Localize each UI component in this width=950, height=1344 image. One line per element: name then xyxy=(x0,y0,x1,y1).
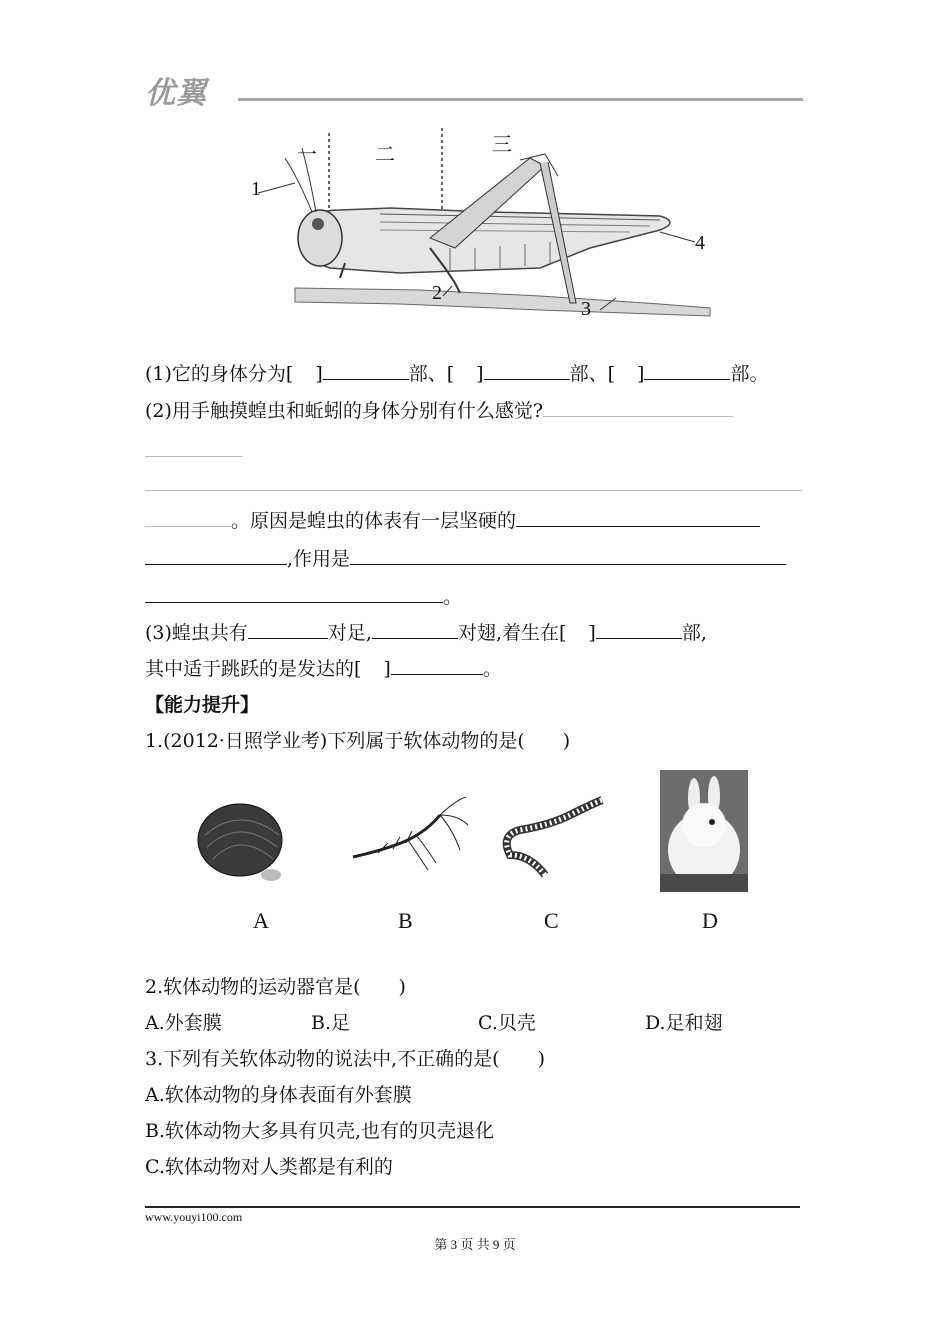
q1-line7: 。 xyxy=(145,584,462,610)
mc3-stem: 3.下列有关软体动物的说法中,不正确的是( ) xyxy=(145,1048,545,1070)
answer-blank[interactable] xyxy=(644,361,730,380)
answer-blank[interactable] xyxy=(248,620,328,639)
footer-site: www.youyi100.com xyxy=(145,1210,243,1224)
answer-blank[interactable] xyxy=(484,361,570,380)
mc1-option-c[interactable]: C xyxy=(544,908,559,933)
q1-line6: ,作用是 xyxy=(145,546,786,572)
part-label-4: 4 xyxy=(695,232,705,254)
q1-line1: (1)它的身体分为[ ] 部、[ ] 部、[ ] 部。 xyxy=(145,363,769,385)
part-label-1: 1 xyxy=(251,178,261,200)
mc1-stem: 1.(2012·日照学业考)下列属于软体动物的是( ) xyxy=(145,730,571,752)
mc1-option-d[interactable]: D xyxy=(702,908,718,933)
part-label-3: 3 xyxy=(581,298,591,320)
mc2-stem: 2.软体动物的运动器官是( ) xyxy=(145,976,406,998)
section-label-2: 二 xyxy=(375,144,395,166)
answer-blank[interactable] xyxy=(145,584,443,603)
answer-blank[interactable] xyxy=(145,456,243,457)
shrimp-image xyxy=(348,795,473,879)
rabbit-image xyxy=(660,770,748,892)
page-number: 第 3 页 共 9 页 xyxy=(434,1237,516,1252)
section-title: 【能力提升】 xyxy=(145,694,260,716)
answer-blank[interactable] xyxy=(543,398,733,417)
mc2-option-c[interactable]: C.贝壳 xyxy=(478,1012,536,1034)
answer-blank[interactable] xyxy=(516,508,760,527)
header-rule xyxy=(238,98,803,101)
footer-rule xyxy=(145,1206,800,1208)
answer-blank[interactable] xyxy=(145,508,231,527)
q1-line9: 其中适于跳跃的是发达的[ ] 。 xyxy=(145,658,502,680)
answer-blank[interactable] xyxy=(350,546,786,565)
answer-blank[interactable] xyxy=(323,361,409,380)
section-label-3: 三 xyxy=(492,134,512,156)
answer-blank[interactable] xyxy=(372,620,458,639)
clam-image xyxy=(195,795,290,894)
mc1-option-a[interactable]: A xyxy=(253,908,269,933)
part-label-2: 2 xyxy=(432,282,442,304)
q1-line8: (3)蝗虫共有 对足, 对翅,着生在[ ] 部, xyxy=(145,622,707,644)
section-label-1: 一 xyxy=(297,144,317,166)
q1-line2: (2)用手触摸蝗虫和蚯蚓的身体分别有什么感觉? xyxy=(145,398,733,424)
answer-blank[interactable] xyxy=(145,546,287,565)
mc3-option-c[interactable]: C.软体动物对人类都是有利的 xyxy=(145,1156,393,1178)
mc2-option-a[interactable]: A.外套膜 xyxy=(145,1012,222,1034)
earthworm-image xyxy=(500,795,610,884)
grasshopper-figure xyxy=(240,118,720,333)
mc2-option-b[interactable]: B.足 xyxy=(311,1012,351,1034)
q1-line5: 。原因是蝗虫的体表有一层坚硬的 xyxy=(145,508,760,534)
mc3-option-b[interactable]: B.软体动物大多具有贝壳,也有的贝壳退化 xyxy=(145,1120,495,1142)
mc2-option-d[interactable]: D.足和翅 xyxy=(645,1012,723,1034)
mc3-option-a[interactable]: A.软体动物的身体表面有外套膜 xyxy=(145,1084,412,1106)
answer-blank[interactable] xyxy=(596,620,682,639)
answer-blank[interactable] xyxy=(145,490,802,491)
logo: 优翼 xyxy=(145,76,207,111)
answer-blank[interactable] xyxy=(391,656,483,675)
mc1-option-b[interactable]: B xyxy=(398,908,413,933)
